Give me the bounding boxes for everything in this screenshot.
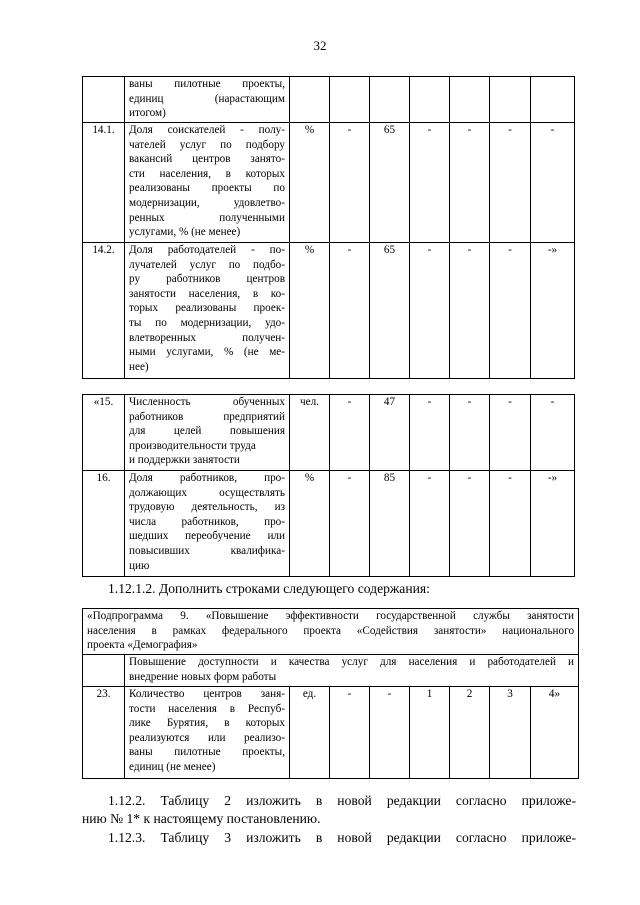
- value-cell: -»: [531, 471, 575, 577]
- value-cell: [450, 77, 490, 123]
- value-cell: -: [370, 687, 410, 779]
- value-cell: 65: [370, 243, 410, 379]
- table-row: [83, 687, 579, 779]
- value-cell: -: [330, 123, 370, 243]
- value-cell: [410, 77, 450, 123]
- unit-cell: %: [290, 123, 330, 243]
- row-description: Доля работников, про- должающих осуществлять трудовую деятельность, из числа работников, про- шедших переобучение или повысивших квалифика- цию: [125, 471, 290, 577]
- value-cell: [490, 77, 531, 123]
- value-cell: [370, 77, 410, 123]
- table-row: [83, 243, 575, 379]
- unit-cell: чел.: [290, 395, 330, 471]
- page-number: 32: [313, 38, 327, 53]
- value-cell: 47: [370, 395, 410, 471]
- row-number: 14.2.: [83, 243, 125, 379]
- unit-cell: %: [290, 243, 330, 379]
- value-cell: -: [330, 243, 370, 379]
- table-row: [83, 471, 575, 577]
- value-cell: -: [531, 395, 575, 471]
- value-cell: -: [450, 395, 490, 471]
- unit-cell: ед.: [290, 687, 330, 779]
- value-cell: -: [490, 471, 531, 577]
- value-cell: -: [490, 123, 531, 243]
- value-cell: -: [330, 395, 370, 471]
- indicator-table-1: [82, 76, 575, 379]
- row-description: Количество центров заня- тости населения в Респуб- лике Бурятия, в которых реализуются или реализо- ваны пилотные проекты, единиц (не менее): [125, 687, 290, 779]
- amendment-paragraph: 1.12.1.2. Дополнить строками следующего содержания:: [108, 581, 430, 596]
- value-cell: 4»: [531, 687, 579, 779]
- row-number: 14.1.: [83, 123, 125, 243]
- value-cell: 3: [490, 687, 531, 779]
- value-cell: 85: [370, 471, 410, 577]
- subprogram-table: [82, 608, 579, 779]
- value-cell: -: [490, 243, 531, 379]
- table-row: [83, 655, 579, 687]
- value-cell: -: [410, 395, 450, 471]
- value-cell: -: [531, 123, 575, 243]
- row-number: 16.: [83, 471, 125, 577]
- table-row: [83, 123, 575, 243]
- value-cell: -»: [531, 243, 575, 379]
- value-cell: 65: [370, 123, 410, 243]
- indicator-table-2: [82, 394, 575, 577]
- value-cell: -: [490, 395, 531, 471]
- row-description: Численность обученных работников предприятий для целей повышения производительности труда и поддержки занятости: [125, 395, 290, 471]
- value-cell: -: [410, 243, 450, 379]
- task-header: Повышение доступности и качества услуг для населения и работодателей и внедрение новых форм работы: [125, 655, 579, 687]
- unit-cell: [290, 77, 330, 123]
- amendment-paragraph-3: 1.12.3. Таблицу 3 изложить в новой редакции согласно приложе-: [108, 830, 576, 845]
- empty-cell: [83, 655, 125, 687]
- value-cell: -: [330, 687, 370, 779]
- value-cell: [531, 77, 575, 123]
- value-cell: -: [450, 243, 490, 379]
- row-description: ваны пилотные проекты, единиц (нарастающим итогом): [125, 77, 290, 123]
- value-cell: -: [330, 471, 370, 577]
- row-description: Доля соискателей - полу- чателей услуг по подбору вакансий центров занято- сти населения, в которых реализованы проекты по модернизации, удовлетво- ренных полученными услугами, % (не менее): [125, 123, 290, 243]
- row-description: Доля работодателей - по- лучателей услуг по подбо- ру работников центров занятости населения, в ко- торых реализованы проек- ты по модернизации, удо- влетворенных получен- ными услугами, % (не ме- нее): [125, 243, 290, 379]
- value-cell: -: [410, 123, 450, 243]
- value-cell: -: [450, 471, 490, 577]
- row-number: «15.: [83, 395, 125, 471]
- amendment-paragraph-2: 1.12.2. Таблицу 2 изложить в новой редакции согласно приложе- нию № 1* к настоящему постановлению.: [82, 793, 576, 826]
- value-cell: 2: [450, 687, 490, 779]
- unit-cell: %: [290, 471, 330, 577]
- table-row: [83, 395, 575, 471]
- row-number: [83, 77, 125, 123]
- value-cell: 1: [410, 687, 450, 779]
- table-row: [83, 77, 575, 123]
- subprogram-header: «Подпрограмма 9. «Повышение эффективности государственной службы занятости населения в рамках федерального проекта «Содействия занятости» национального проекта «Демография»: [83, 609, 579, 655]
- value-cell: -: [450, 123, 490, 243]
- table-row: [83, 609, 579, 655]
- value-cell: [330, 77, 370, 123]
- row-number: 23.: [83, 687, 125, 779]
- value-cell: -: [410, 471, 450, 577]
